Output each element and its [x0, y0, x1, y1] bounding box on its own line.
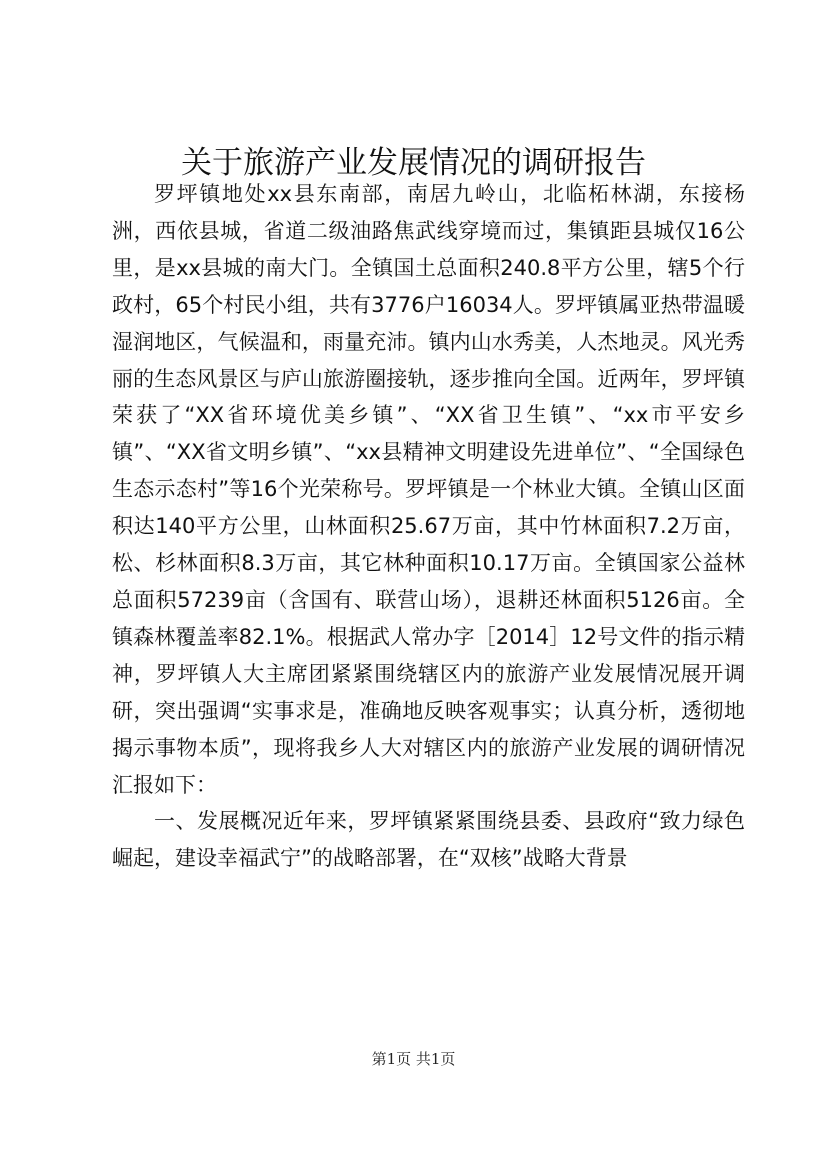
page-footer: 第1页 共1页 [371, 1050, 456, 1068]
paragraph-intro: 罗坪镇地处xx县东南部，南居九岭山，北临柘林湖，东接杨洲，西依县城，省道二级油路焦武线穿境而过，集镇距县城仅16公里，是xx县城的南大门。全镇国土总面积240.8平方公里，辖5个行政村，65个村民小组，共有3776户16034人。罗坪镇属亚热带温暖湿润地区，气候温和，雨量充沛。镇内山水秀美，人杰地灵。风光秀丽的生态风景区与庐山旅游圈接轨，逐步推向全国。近两年，罗坪镇荣获了“XX省环境优美乡镇”、“XX省卫生镇”、“xx市平安乡镇”、“XX省文明乡镇”、“xx县精神文明建设先进单位”、“全国绿色生态示态村”等16个光荣称号。罗坪镇是一个林业大镇。全镇山区面积达140平方公里，山林面积25.67万亩，其中竹林面积7.2万亩，松、杉林面积8.3万亩，其它林种面积10.17万亩。全镇国家公益林总面积57239亩（含国有、联营山场），退耕还林面积5126亩。全镇森林覆盖率82.1%。根据武人常办字［2014］12号文件的指示精神，罗坪镇人大主席团紧紧围绕辖区内的旅游产业发展情况展开调研，突出强调“实事求是，准确地反映客观事实；认真分析，透彻地揭示事物本质”，现将我乡人大对辖区内的旅游产业发展的调研情况汇报如下： [112, 182, 745, 797]
document-body [112, 176, 745, 877]
document-title: 关于旅游产业发展情况的调研报告 [181, 145, 646, 181]
paragraph-section-one: 一、发展概况近年来，罗坪镇紧紧围绕县委、县政府“致力绿色崛起，建设幸福武宁”的战略部署，在“双核”战略大背景 [112, 809, 745, 871]
